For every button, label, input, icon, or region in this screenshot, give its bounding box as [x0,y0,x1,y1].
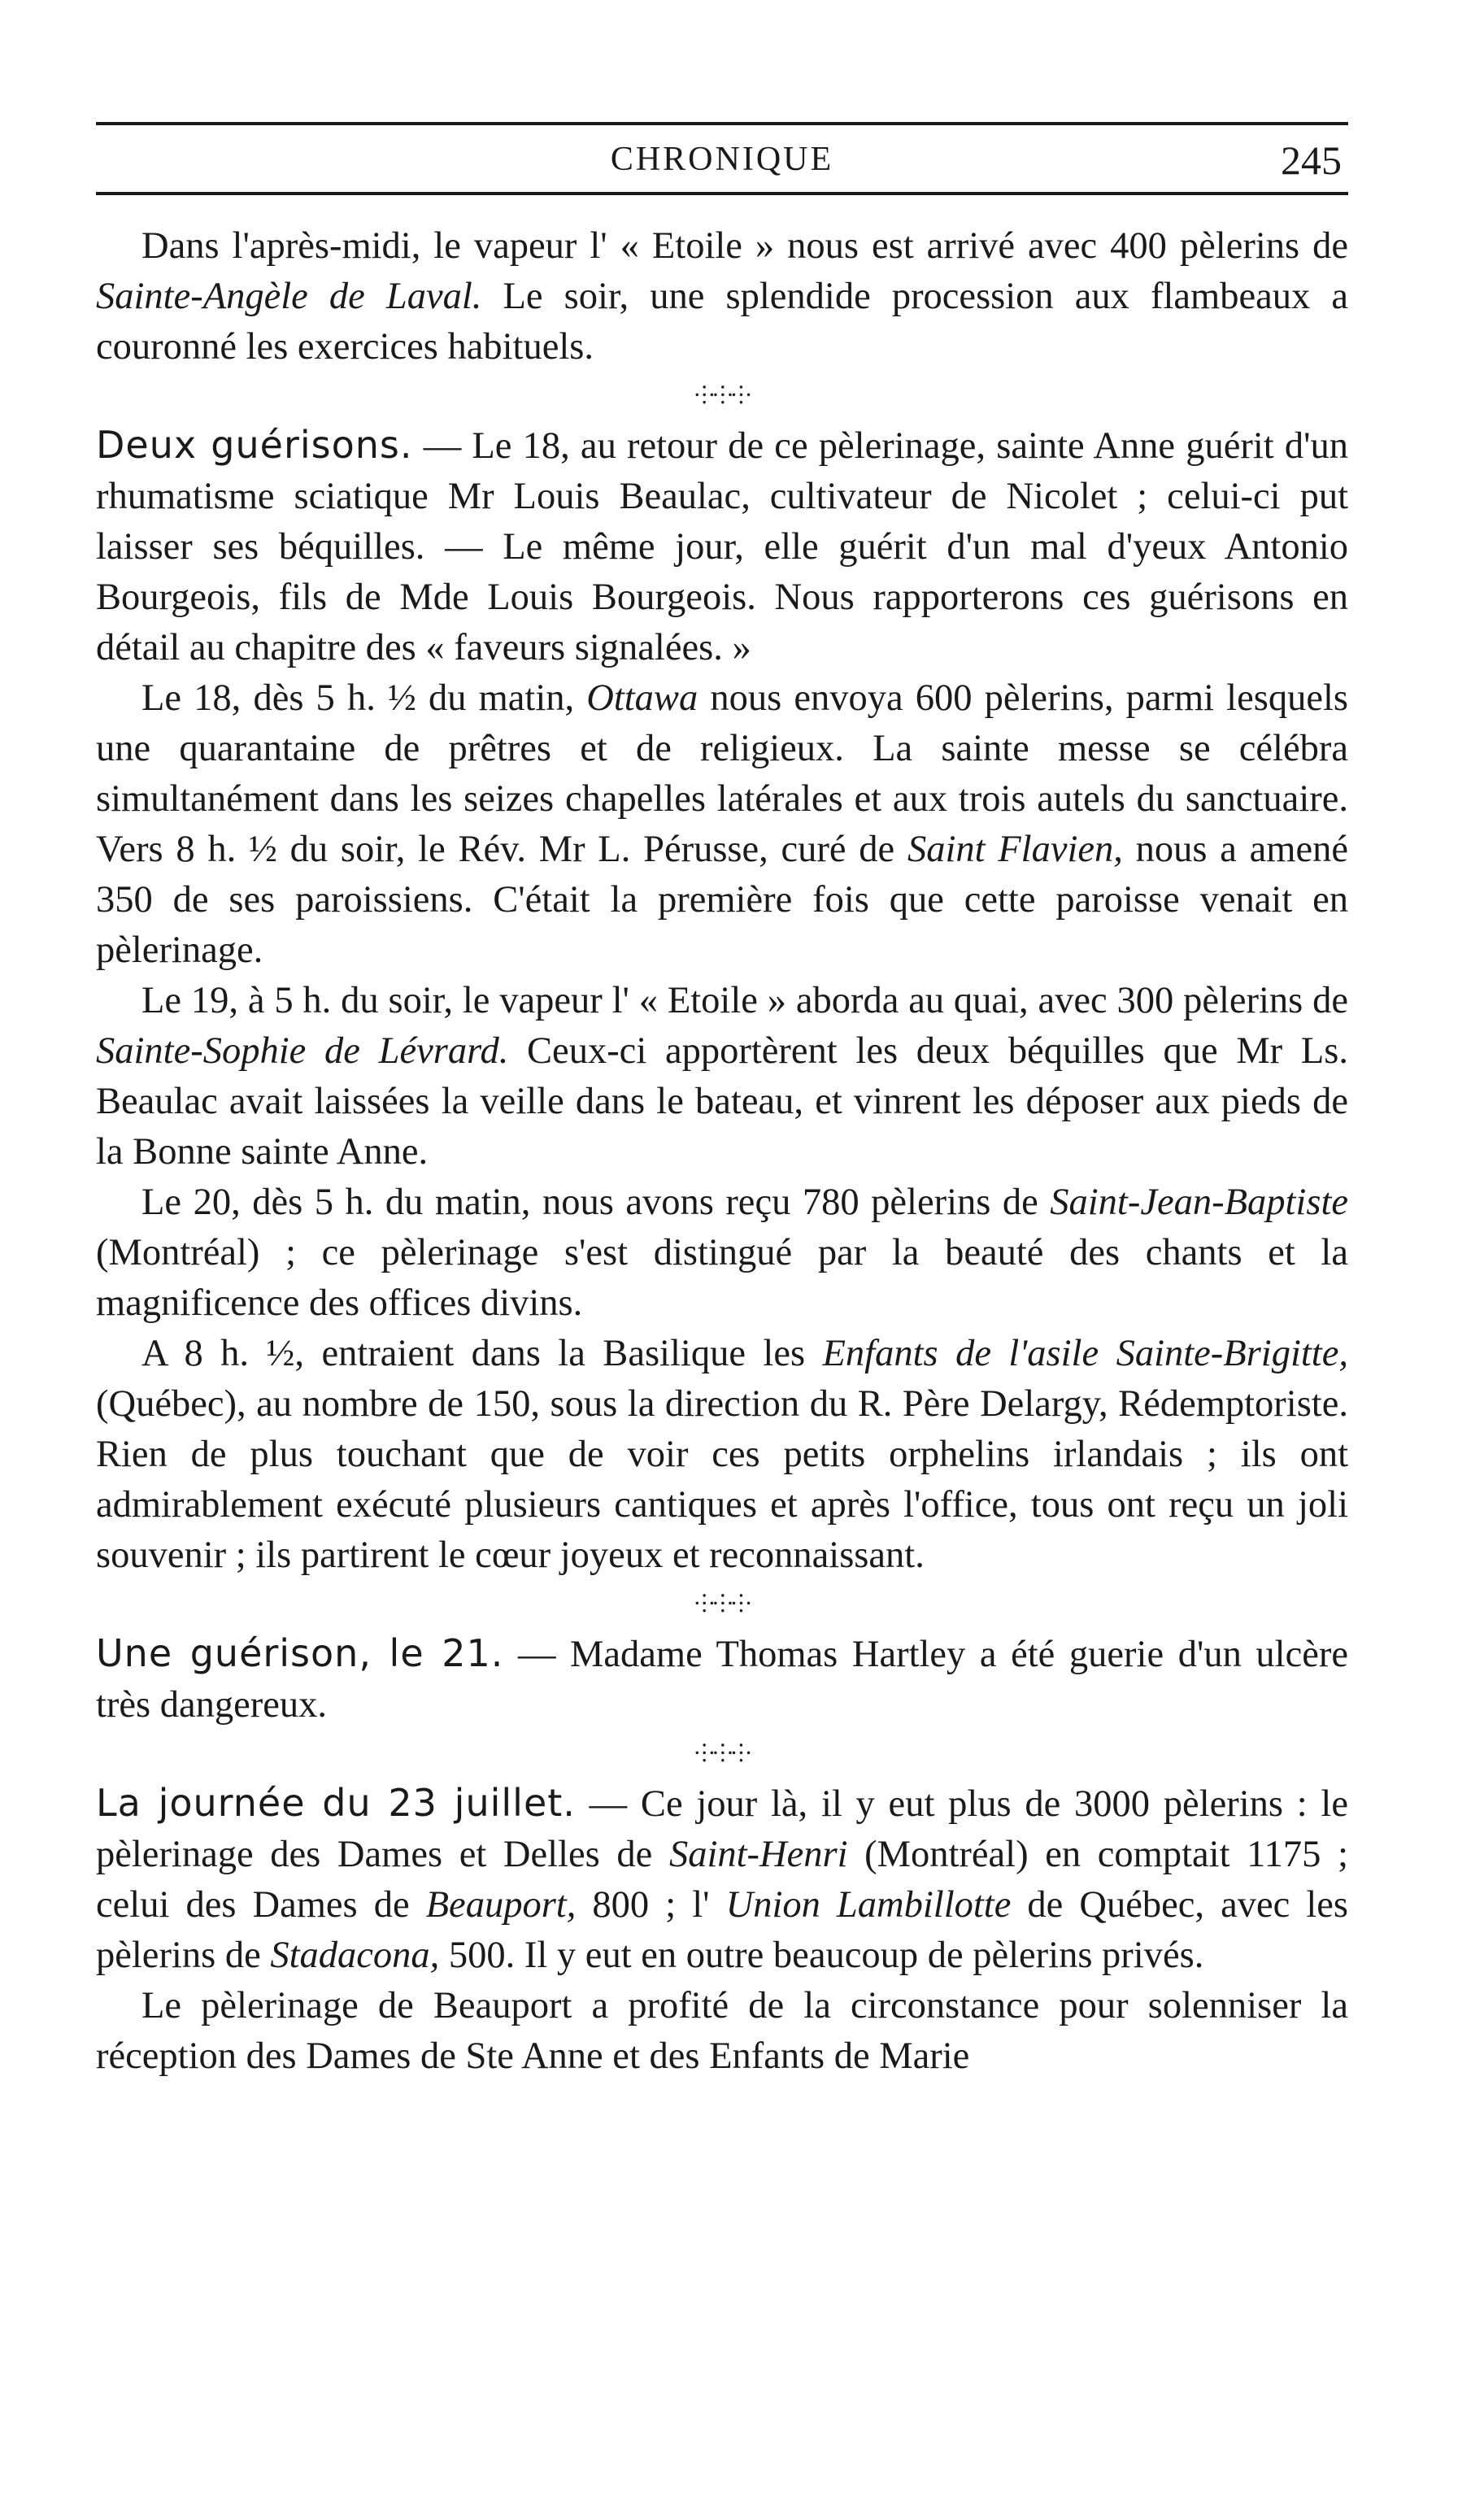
section-ornament: ⸭⸭⸭ [694,382,750,409]
running-head: CHRONIQUE [610,141,834,178]
paragraph-saint-jean-baptiste [96,1177,1348,1329]
section-title: La journée du 23 juillet. [96,1781,576,1825]
place-name: Enfants de l'asile Sainte-Brigitte, [822,1333,1348,1374]
text-run: de Québec, avec les pèlerins de [96,1884,1348,1976]
section-une-guerison [96,1628,1348,1730]
page-number: 245 [1281,137,1342,183]
paragraph-etoile-laval [96,221,1348,372]
text-run: Le 19, à 5 h. du soir, le vapeur l' « Etoile » aborda au quai, avec 300 pèlerins de [141,980,1348,1021]
text-run: A 8 h. ½, entraient dans la Basilique les [141,1333,823,1374]
text-run: Ceux-ci apportèrent les deux béquilles que Mr Ls. Beaulac avait laissées la veille dans le bateau, et vinrent les déposer aux pieds de la Bonne sainte Anne. [96,1030,1348,1173]
paragraph-ottawa [96,673,1348,976]
place-name: Ottawa [586,677,698,719]
text-run: — Le 18, au retour de ce pèlerinage, sainte Anne guérit d'un rhumatisme sciatique Mr Louis Beaulac, cultivateur de Nicolet ; celui-ci put laisser ses béquilles. — Le même jour, elle guérit d'un mal d'yeux Antonio Bourgeois, fils de Mde Louis Bourgeois. Nous rapporterons ces guérisons en détail au chapitre des « faveurs signalées. » [96,425,1349,668]
text-run: Le soir, une splendide procession aux flambeaux a couronné les exercices habituels. [96,276,1348,368]
place-name: Saint-Jean-Baptiste [1050,1182,1348,1223]
text-run: (Québec), au nombre de 150, sous la direction du R. Père Delargy, Rédemptoriste. Rien de plus touchant que de voir ces petits orphelins irlandais ; ils ont admirablement exécuté plusieurs cantiques et après l'office, tous ont reçu un joli souvenir ; ils partirent le cœur joyeux et reconnaissant. [96,1383,1348,1576]
text-run: Dans l'après-midi, le vapeur l' « Etoile » nous est arrivé avec 400 pèlerins de [141,225,1348,267]
text-run: (Montréal) en comptait 1175 ; celui des Dames de [96,1834,1348,1926]
place-name: Saint Flavien, [907,829,1123,870]
paragraph-beauport: Le pèlerinage de Beauport a profité de la circonstance pour solenniser la réception des Dames de Ste Anne et des Enfants de Marie [96,1985,1348,2077]
text-run: (Montréal) ; ce pèlerinage s'est distingué par la beauté des chants et la magnificence des offices divins. [96,1232,1348,1324]
text-run: 500. Il y eut en outre beaucoup de pèlerins privés. [439,1935,1204,1976]
section-ornament: ⸭⸭⸭ [694,1740,750,1767]
text-run: — Madame Thomas Hartley a été guerie d'un ulcère très dangereux. [96,1634,1348,1726]
paragraph-enfants-asile [96,1329,1348,1581]
text-run: nous a amené 350 de ses paroissiens. C'était la première fois que cette paroisse venait en pèlerinage. [96,829,1348,971]
place-name: Sainte-Sophie de Lévrard. [96,1030,509,1072]
page-header [96,122,1348,195]
section-title: Une guérison, le 21. [96,1631,504,1675]
section-journee-23-juillet [96,1778,1348,1981]
section-ornament: ⸭⸭⸭ [694,1591,750,1617]
paragraph-sainte-sophie [96,976,1348,1177]
place-name: Beauport, [425,1884,577,1926]
text-run: Le 18, dès 5 h. ½ du matin, [141,677,587,719]
section-deux-guerisons [96,420,1348,673]
text-run: Le 20, dès 5 h. du matin, nous avons reçu 780 pèlerins de [141,1182,1051,1223]
place-name: Stadacona, [270,1935,440,1976]
place-name: Union Lambillotte [725,1884,1012,1926]
section-title: Deux guérisons. [96,423,413,467]
text-run: nous envoya 600 pèlerins, parmi lesquels une quarantaine de prêtres et de religieux. La sainte messe se célébra simultanément dans les seizes chapelles latérales et aux trois autels du sanctuaire. Vers 8 h. ½ du soir, le Rév. Mr L. Pérusse, curé de [96,677,1348,870]
place-name: Sainte-Angèle de Laval. [96,276,482,317]
place-name: Saint-Henri [668,1834,848,1875]
page-body [96,221,1348,2082]
text-run: — Ce jour là, il y eut plus de 3000 pèlerins : le pèlerinage des Dames et Delles de [96,1783,1348,1875]
text-run: 800 ; l' [576,1884,726,1926]
